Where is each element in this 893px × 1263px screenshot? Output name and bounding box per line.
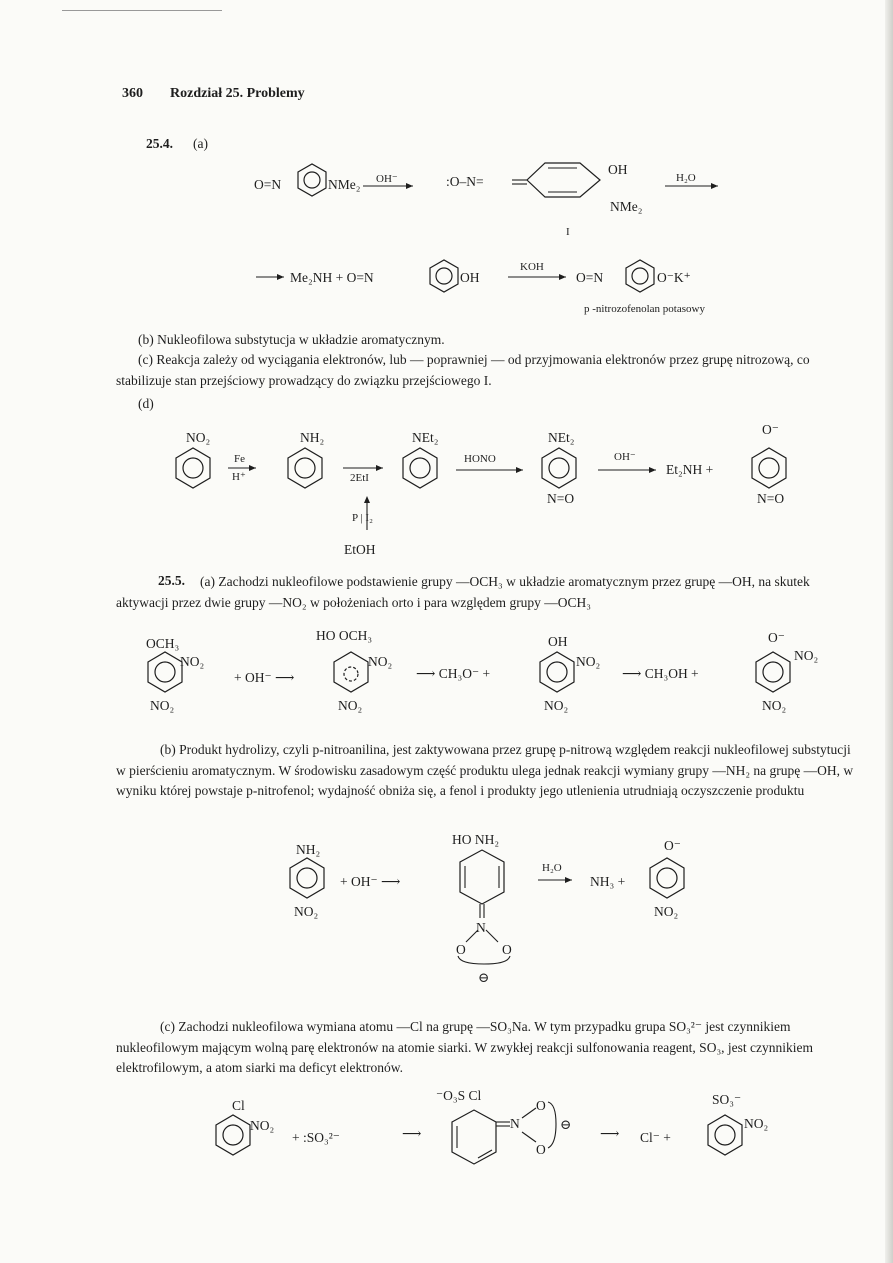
- benzene-ring: [650, 858, 684, 898]
- nh2-label: NH₂: [300, 430, 325, 445]
- part-b-text: (b) Nukleofilowa substytucja w układzie aromatycznym.: [138, 332, 445, 347]
- arrow-2: ⟶: [600, 1126, 620, 1141]
- oh-label: OH: [608, 162, 628, 177]
- benzene-ring: [298, 164, 326, 196]
- negative-charge: ⊖: [478, 970, 490, 985]
- benzene-ring: [626, 260, 654, 292]
- no2-para-b: NO₂: [338, 698, 363, 713]
- benzene-ring: [290, 858, 324, 898]
- sulfonate-label: SO₃⁻: [712, 1092, 742, 1107]
- reagent-water-b: H₂O: [542, 862, 562, 874]
- no2-product-c: NO₂: [744, 1116, 769, 1131]
- sulfonate-cl-label: ⁻O₃S Cl: [436, 1088, 482, 1103]
- plus-oh-b: + OH⁻ ⟶: [340, 874, 401, 889]
- reagent-eti: 2EtI: [350, 472, 369, 484]
- chapter-title: Rozdział 25. Problemy: [170, 86, 305, 101]
- no2-label: NO₂: [186, 430, 211, 445]
- part-a-label: (a): [193, 136, 208, 151]
- products-text: Me₂NH + O=N: [290, 270, 374, 285]
- quinoid-ring: [452, 1110, 496, 1164]
- oxygen-left: O: [456, 942, 466, 957]
- salt-left: O=N: [576, 270, 604, 285]
- benzene-ring: [176, 448, 210, 488]
- phenoxide-o-b: O⁻: [664, 838, 681, 853]
- benzene-ring: [430, 260, 458, 292]
- part-b-text-25-5: (b) Produkt hydrolizy, czyli p-nitroanilina, jest zaktywowana przez grupę p-nitrową względem reakcji nukleofilowej substytucji w pierścieniu aromatycznym. W środowisku zasadowym część produktu ulega jednak reakcji wymiany grupy —NH₂ na grupę —OH, w wyniku której powstaje p-nitrofenol; wydajność obniża się, a fenol i produkty jego utlenienia utrudniają oczyszczenie produktu: [116, 742, 854, 798]
- net2-b: NEt₂: [548, 430, 575, 445]
- benzene-ring: [708, 1115, 742, 1155]
- intermediate-label: I: [566, 226, 570, 238]
- benzene-ring: [148, 652, 182, 692]
- salt-name: p -nitrozofenolan potasowy: [584, 303, 705, 315]
- anion-fragment: :O–N=: [446, 174, 484, 189]
- cl-label: Cl: [232, 1098, 245, 1113]
- etoh-label: EtOH: [344, 542, 376, 557]
- part-a-text-25-5: (a) Zachodzi nukleofilowe podstawienie grupy —OCH₃ w układzie aromatycznym przez grupę —OH, na skutek aktywacji przez dwie grupy —NO₂ w położeniach orto i para względem grupy —OCH₃: [116, 574, 810, 610]
- reagent-oh-d: OH⁻: [614, 451, 636, 463]
- reagent-koh: KOH: [520, 261, 544, 273]
- phenoxide-o-a: O⁻: [768, 630, 785, 645]
- net2-a: NEt₂: [412, 430, 439, 445]
- plus-oh-a: + OH⁻ ⟶: [234, 670, 295, 685]
- oh-label-a: OH: [548, 634, 568, 649]
- reagent-fe: Fe: [234, 453, 245, 465]
- nme2-label: NMe₂: [610, 199, 643, 214]
- et2nh-product: Et₂NH +: [666, 462, 714, 477]
- nitroso-group-1: N=O: [547, 491, 575, 506]
- phenoxide-o: O⁻: [762, 422, 779, 437]
- phenol-oh: OH: [460, 270, 480, 285]
- nh2-label-b: NH₂: [296, 842, 321, 857]
- oxygen-right: O: [502, 942, 512, 957]
- och3-label: OCH₃: [146, 636, 180, 651]
- reagent-water: H₂O: [676, 172, 696, 184]
- nitrogen-label-c: N: [510, 1116, 520, 1131]
- no2-ortho-a: NO₂: [180, 654, 205, 669]
- part-c-text: (c) Reakcja zależy od wyciągania elektronów, lub — poprawniej — od przyjmowania elektronów przez grupę nitrozową, co stabilizuje stan przejściowy prowadzący do związku przejściowego I.: [116, 352, 810, 388]
- no2-para-a: NO₂: [150, 698, 175, 713]
- oxygen-top-c: O: [536, 1098, 546, 1113]
- no2-product-b: NO₂: [654, 904, 679, 919]
- problem-number-25-4: 25.4.: [146, 136, 173, 151]
- p-i2-label: P | I₂: [352, 512, 373, 524]
- negative-charge-c: ⊖: [560, 1117, 572, 1132]
- benzene-ring: [288, 448, 322, 488]
- nitroso-group-2: N=O: [757, 491, 785, 506]
- problem-number-25-5: 25.5.: [158, 573, 185, 588]
- arrow-1: ⟶: [402, 1126, 422, 1141]
- no2-label-c: NO₂: [250, 1118, 275, 1133]
- ho-och3-label: HO OCH₃: [316, 628, 373, 643]
- cyclohexadienyl-ring: [334, 652, 368, 692]
- no2-para-d: NO₂: [762, 698, 787, 713]
- oxygen-bottom-c: O: [536, 1142, 546, 1157]
- no2-ortho-c: NO₂: [576, 654, 601, 669]
- reagent-hono: HONO: [464, 453, 496, 465]
- benzene-ring: [216, 1115, 250, 1155]
- sulfite-reagent: + :SO₃²⁻: [292, 1130, 340, 1145]
- part-d-label: (d): [138, 396, 154, 411]
- reagent-h: H⁺: [232, 471, 246, 483]
- nitrogen-label: N: [476, 920, 486, 935]
- benzene-ring: [542, 448, 576, 488]
- reagent-oh: OH⁻: [376, 173, 398, 185]
- no2-ortho-b: NO₂: [368, 654, 393, 669]
- benzene-ring: [756, 652, 790, 692]
- methanol-product: ⟶ CH₃OH +: [622, 666, 699, 681]
- benzene-ring: [752, 448, 786, 488]
- quinoid-ring: [460, 850, 504, 904]
- ho-nh2-label: HO NH₂: [452, 832, 500, 847]
- benzene-ring: [540, 652, 574, 692]
- chloride-product: Cl⁻ +: [640, 1130, 671, 1145]
- page-number: 360: [122, 86, 143, 101]
- no2-ortho-d: NO₂: [794, 648, 819, 663]
- nme2-left: NMe₂: [328, 177, 361, 192]
- methoxide-product: ⟶ CH₃O⁻ +: [416, 666, 491, 681]
- no2-para-c: NO₂: [544, 698, 569, 713]
- no2-label-b: NO₂: [294, 904, 319, 919]
- benzene-ring: [403, 448, 437, 488]
- part-c-text-25-5: (c) Zachodzi nukleofilowa wymiana atomu —Cl na grupę —SO₃Na. W tym przypadku grupa SO₃²⁻ jest czynnikiem nukleofilowym mającym wolną parę elektronów na atomie siarki. W zwykłej reakcji sulfonowania reagent, SO₃, jest czynnikiem elektrofilowym, a atom siarki ma deficyt elektronów.: [116, 1019, 813, 1075]
- nitroso-left: O=N: [254, 177, 282, 192]
- ammonia-product: NH₃ +: [590, 874, 626, 889]
- salt-right: O⁻K⁺: [657, 270, 691, 285]
